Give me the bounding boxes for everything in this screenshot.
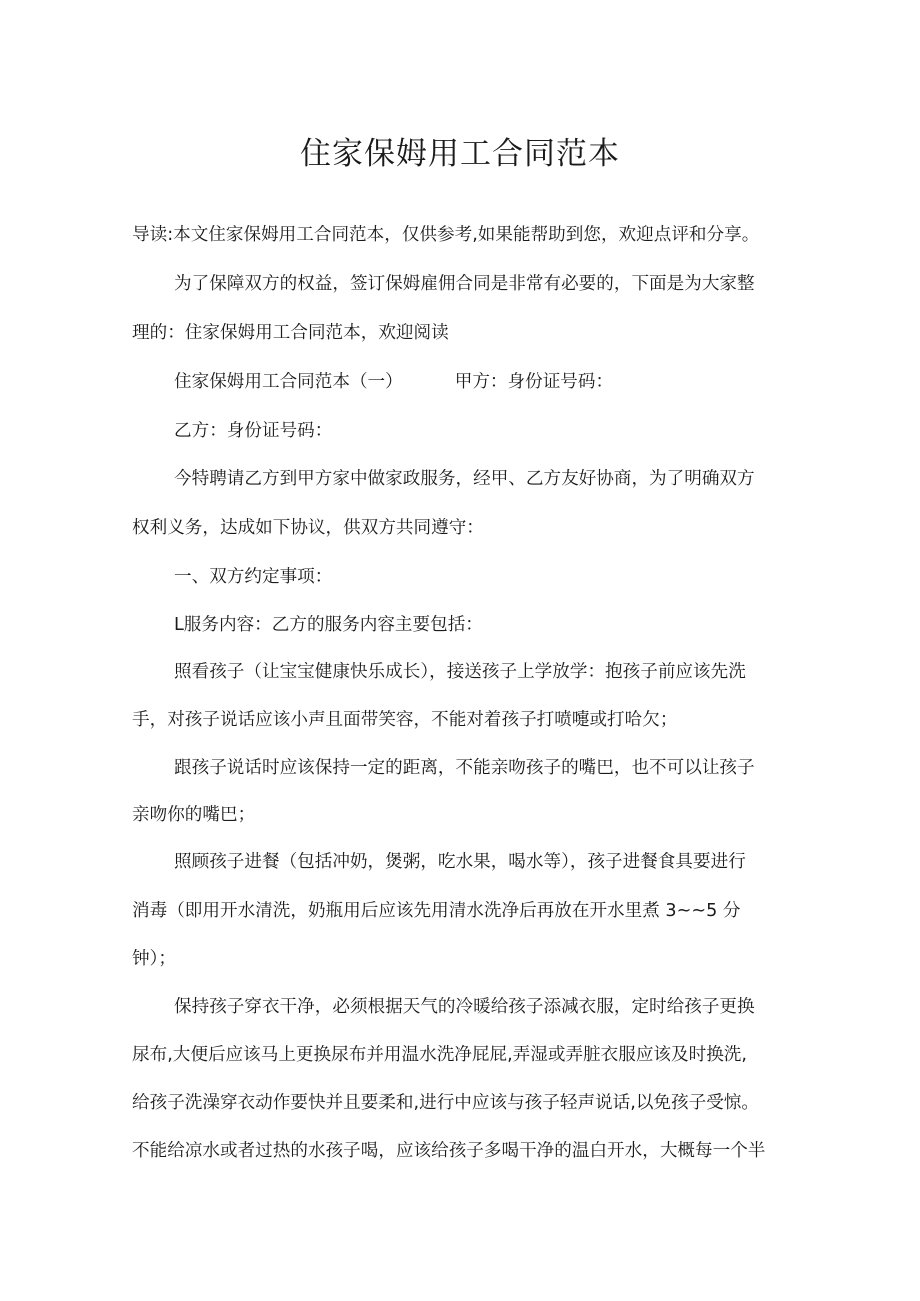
paragraph-line: 尿布,大便后应该马上更换尿布并用温水洗净屁屁,弄湿或弄脏衣服应该及时换洗, bbox=[132, 1045, 747, 1065]
party-b-label: 乙方：身份证号码： bbox=[174, 421, 333, 441]
paragraph-line: 跟孩子说话时应该保持一定的距离，不能亲吻孩子的嘴巴，也不可以让孩子 bbox=[174, 758, 755, 778]
party-a-label: 甲方：身份证号码： bbox=[454, 372, 614, 392]
paragraph-line: 照顾孩子进餐（包括冲奶，煲粥，吃水果，喝水等），孩子进餐食具要进行 bbox=[174, 852, 746, 872]
paragraph-line: 今特聘请乙方到甲方家中做家政服务，经甲、乙方友好协商，为了明确双方 bbox=[174, 469, 755, 489]
paragraph-line: 理的：住家保姆用工合同范本，欢迎阅读 bbox=[132, 323, 449, 343]
paragraph-line: 亲吻你的嘴巴； bbox=[132, 805, 256, 825]
paragraph-line: 不能给凉水或者过热的水孩子喝，应该给孩子多喝干净的温白开水，大概每一个半 bbox=[132, 1141, 766, 1161]
paragraph-line: 照看孩子（让宝宝健康快乐成长），接送孩子上学放学：抱孩子前应该先洗 bbox=[174, 662, 746, 682]
list-item-heading: L服务内容：乙方的服务内容主要包括： bbox=[174, 615, 483, 635]
section-heading: 一、双方约定事项： bbox=[174, 567, 333, 587]
paragraph-line: 保持孩子穿衣干净，必须根据天气的冷暖给孩子添减衣服，定时给孩子更换 bbox=[174, 997, 755, 1017]
paragraph-line: 给孩子洗澡穿衣动作要快并且要柔和,进行中应该与孩子轻声说话,以免孩子受惊。 bbox=[132, 1093, 759, 1113]
document-title: 住家保姆用工合同范本 bbox=[300, 136, 620, 172]
paragraph-line: 权利义务，达成如下协议，供双方共同遵守： bbox=[132, 518, 484, 538]
contract-subtitle: 住家保姆用工合同范本（一） bbox=[174, 372, 403, 392]
paragraph-line: 为了保障双方的权益，签订保姆雇佣合同是非常有必要的，下面是为大家整 bbox=[174, 274, 755, 294]
contract-heading-line bbox=[174, 369, 613, 395]
intro-line: 导读:本文住家保姆用工合同范本，仅供参考,如果能帮助到您，欢迎点评和分享。 bbox=[132, 225, 760, 245]
paragraph-line: 手，对孩子说话应该小声且面带笑容，不能对着孩子打喷嚏或打哈欠； bbox=[132, 710, 678, 730]
paragraph-line: 钟）； bbox=[132, 949, 176, 969]
paragraph-line: 消毒（即用开水清洗，奶瓶用后应该先用清水洗净后再放在开水里煮 3~~5 分 bbox=[132, 901, 741, 921]
